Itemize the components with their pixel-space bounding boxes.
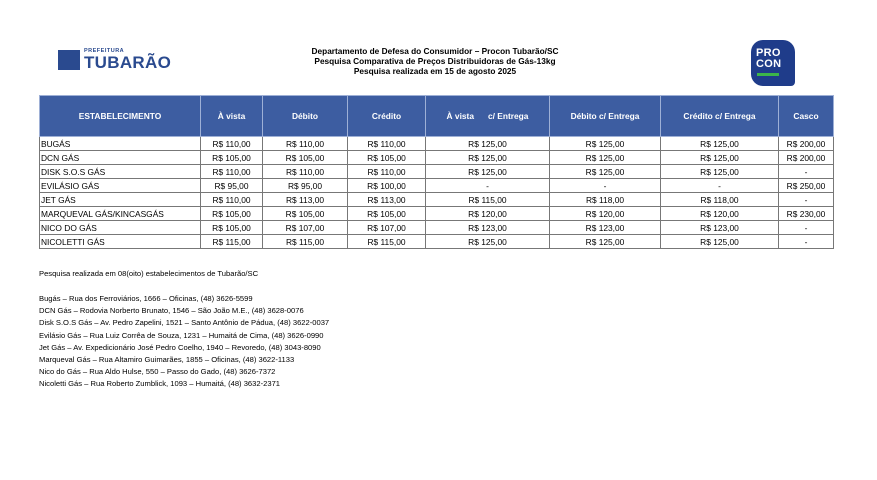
logo-prefeitura-text: PREFEITURA [84, 48, 125, 54]
price-cell: - [426, 179, 550, 193]
prefeitura-tubarao-logo [58, 48, 190, 72]
price-cell: R$ 115,00 [426, 193, 550, 207]
price-cell: R$ 120,00 [426, 207, 550, 221]
survey-note: Pesquisa realizada em 08(oito) estabelecimentos de Tubarão/SC [39, 269, 259, 278]
price-cell: R$ 125,00 [550, 151, 661, 165]
price-cell: - [779, 193, 834, 207]
address-line: Nicoletti Gás – Rua Roberto Zumblick, 1093 – Humaitá, (48) 3632-2371 [39, 379, 281, 389]
price-cell: R$ 105,00 [263, 151, 348, 165]
price-cell: R$ 125,00 [426, 151, 550, 165]
price-cell: R$ 120,00 [550, 207, 661, 221]
establishment-name: NICO DO GÁS [40, 221, 201, 235]
city-emblem-icon [58, 50, 80, 70]
price-cell: R$ 200,00 [779, 137, 834, 151]
price-cell: - [779, 221, 834, 235]
table-header-row [40, 96, 834, 137]
table-row [40, 137, 834, 151]
establishment-name: MARQUEVAL GÁS/KINCASGÁS [40, 207, 201, 221]
procon-green-bar [757, 73, 779, 76]
column-header: Casco [779, 96, 834, 137]
price-cell: R$ 125,00 [550, 235, 661, 249]
price-cell: R$ 123,00 [426, 221, 550, 235]
column-header: Crédito [348, 96, 426, 137]
document-header [230, 46, 640, 77]
price-cell: R$ 105,00 [201, 151, 263, 165]
price-cell: R$ 110,00 [348, 165, 426, 179]
price-cell: R$ 230,00 [779, 207, 834, 221]
table-row [40, 193, 834, 207]
column-header: Débito [263, 96, 348, 137]
price-cell: R$ 200,00 [779, 151, 834, 165]
establishment-name: DISK S.O.S GÁS [40, 165, 201, 179]
table-row [40, 221, 834, 235]
price-cell: - [661, 179, 779, 193]
column-header: ESTABELECIMENTO [40, 96, 201, 137]
address-line: Nico do Gás – Rua Aldo Hulse, 550 – Passo do Gado, (48) 3626-7372 [39, 367, 276, 377]
price-cell: R$ 110,00 [348, 137, 426, 151]
address-line: Marqueval Gás – Rua Altamiro Guimarães, 1855 – Oficinas, (48) 3622-1133 [39, 355, 295, 365]
column-header: À vista c/ Entrega [426, 96, 550, 137]
header-line-2: Pesquisa Comparativa de Preços Distribuidoras de Gás-13kg [314, 56, 556, 67]
price-cell: R$ 110,00 [263, 165, 348, 179]
table-row [40, 179, 834, 193]
price-comparison-table [39, 95, 834, 249]
price-cell: R$ 105,00 [348, 151, 426, 165]
price-cell: R$ 125,00 [550, 165, 661, 179]
address-list [39, 293, 329, 391]
price-cell: R$ 107,00 [263, 221, 348, 235]
address-line: Bugás – Rua dos Ferroviários, 1666 – Oficinas, (48) 3626-5599 [39, 294, 253, 303]
price-cell: R$ 123,00 [661, 221, 779, 235]
price-cell: R$ 125,00 [426, 137, 550, 151]
price-cell: R$ 110,00 [201, 165, 263, 179]
establishment-name: JET GÁS [40, 193, 201, 207]
address-line: Disk S.O.S Gás – Av. Pedro Zapelini, 1521 – Santo Antônio de Pádua, (48) 3622-0037 [39, 318, 330, 328]
address-line: Jet Gás – Av. Expedicionário José Pedro Coelho, 1940 – Revoredo, (48) 3043-8090 [39, 342, 321, 352]
price-cell: R$ 107,00 [348, 221, 426, 235]
establishment-name: EVILÁSIO GÁS [40, 179, 201, 193]
price-cell: R$ 125,00 [661, 151, 779, 165]
price-cell: - [779, 235, 834, 249]
header-line-1: Departamento de Defesa do Consumidor – Procon Tubarão/SC [311, 46, 559, 56]
price-cell: R$ 120,00 [661, 207, 779, 221]
table-row [40, 235, 834, 249]
column-header: Débito c/ Entrega [550, 96, 661, 137]
price-cell: R$ 110,00 [263, 137, 348, 151]
price-cell: R$ 125,00 [426, 235, 550, 249]
price-cell: R$ 100,00 [348, 179, 426, 193]
price-cell: R$ 125,00 [661, 235, 779, 249]
price-cell: R$ 113,00 [348, 193, 426, 207]
establishment-name: DCN GÁS [40, 151, 201, 165]
column-header: Crédito c/ Entrega [661, 96, 779, 137]
price-cell: R$ 110,00 [201, 137, 263, 151]
table-row [40, 207, 834, 221]
price-cell: R$ 123,00 [550, 221, 661, 235]
price-cell: R$ 118,00 [661, 193, 779, 207]
price-cell: R$ 105,00 [201, 221, 263, 235]
price-cell: R$ 95,00 [263, 179, 348, 193]
price-cell: - [779, 165, 834, 179]
address-line: DCN Gás – Rodovia Norberto Brunato, 1546 – São João M.E., (48) 3628-0076 [39, 306, 304, 316]
price-cell: R$ 125,00 [550, 137, 661, 151]
price-cell: R$ 115,00 [263, 235, 348, 249]
table-body [40, 137, 834, 249]
column-header: À vista [201, 96, 263, 137]
price-cell: R$ 125,00 [426, 165, 550, 179]
price-cell: - [550, 179, 661, 193]
price-cell: R$ 125,00 [661, 137, 779, 151]
price-cell: R$ 115,00 [348, 235, 426, 249]
price-cell: R$ 125,00 [661, 165, 779, 179]
logo-city-text: TUBARÃO [84, 53, 172, 72]
header-line-3: Pesquisa realizada em 15 de agosto 2025 [353, 66, 517, 77]
price-cell: R$ 250,00 [779, 179, 834, 193]
price-cell: R$ 105,00 [201, 207, 263, 221]
price-cell: R$ 110,00 [201, 193, 263, 207]
price-cell: R$ 95,00 [201, 179, 263, 193]
table-row [40, 151, 834, 165]
price-cell: R$ 118,00 [550, 193, 661, 207]
table-row [40, 165, 834, 179]
establishment-name: NICOLETTI GÁS [40, 235, 201, 249]
price-cell: R$ 113,00 [263, 193, 348, 207]
price-cell: R$ 105,00 [263, 207, 348, 221]
address-line: Evilásio Gás – Rua Luiz Corrêa de Souza, 1231 – Humaitá de Cima, (48) 3626-0990 [39, 330, 324, 340]
price-cell: R$ 115,00 [201, 235, 263, 249]
procon-logo [751, 40, 795, 86]
price-cell: R$ 105,00 [348, 207, 426, 221]
procon-logo-text: PRO CON [756, 47, 782, 70]
establishment-name: BUGÁS [40, 137, 201, 151]
